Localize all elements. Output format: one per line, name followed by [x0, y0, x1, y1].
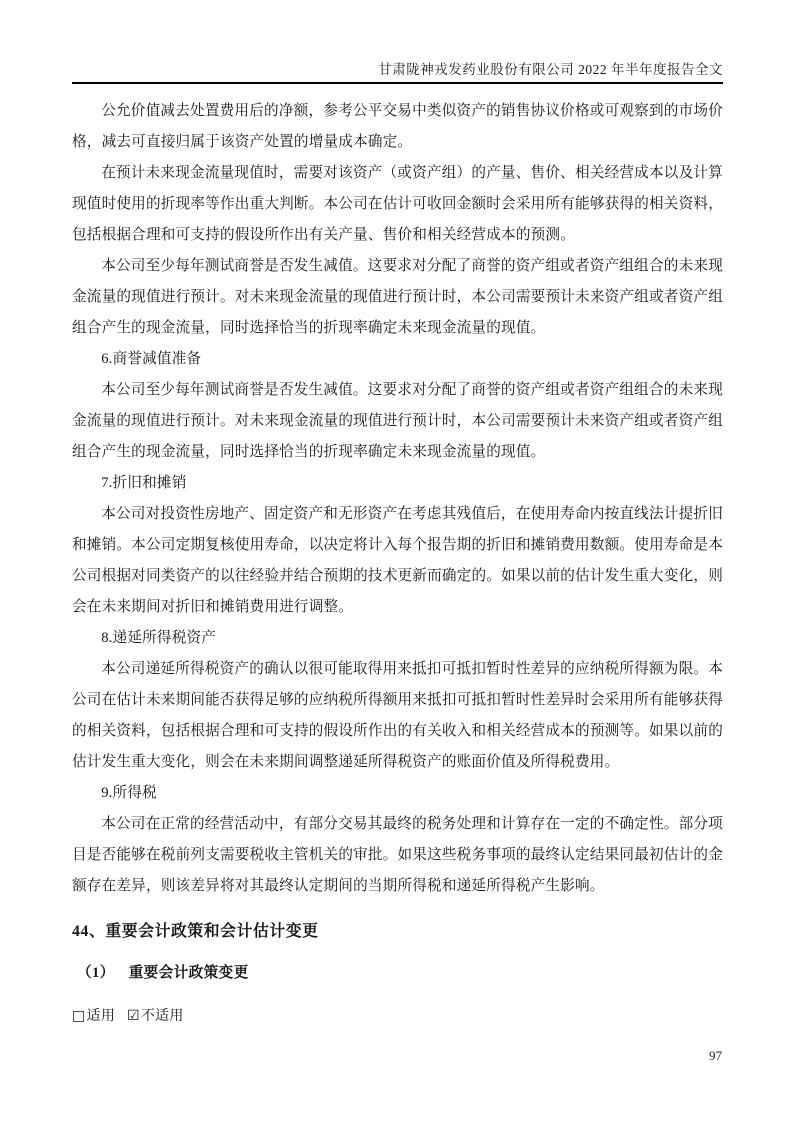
- header-divider: [72, 82, 723, 84]
- item-heading-deferred-tax-assets: 8.递延所得税资产: [101, 630, 217, 646]
- paragraph: 本公司至少每年测试商誉是否发生减值。这要求对分配了商誉的资产组或者资产组组合的未来现金流量的现值进行预计。对未来现金流量的现值进行预计时，本公司需要预计未来资产组或者资产组组合产生的现金流量，同时选择恰当的折现率确定未来现金流量的现值。: [72, 382, 723, 460]
- applicability-line: [72, 1001, 723, 1032]
- paragraph: 在预计未来现金流量现值时，需要对该资产（或资产组）的产量、售价、相关经营成本以及计算现值时使用的折现率等作出重大判断。本公司在估计可收回金额时会采用所有能够获得的相关资料，包括根据合理和可支持的假设所作出有关产量、售价和相关经营成本的预测。: [72, 165, 723, 243]
- page-footer: [709, 1048, 722, 1064]
- item-heading-goodwill-impairment: 6.商誉减值准备: [101, 351, 202, 367]
- checkbox-not-applicable: [127, 1009, 184, 1024]
- checkbox-applicable-label: 适用: [86, 1009, 116, 1024]
- checkbox-checked-icon: ☑: [126, 1008, 140, 1024]
- paragraph: 本公司至少每年测试商誉是否发生减值。这要求对分配了商誉的资产组或者资产组组合的未来现金流量的现值进行预计。对未来现金流量的现值进行预计时，本公司需要预计未来资产组或者资产组组合产生的现金流量，同时选择恰当的折现率确定未来现金流量的现值。: [72, 258, 723, 336]
- page-number: 97: [709, 1048, 722, 1063]
- item-heading-depreciation-amortization: 7.折旧和摊销: [101, 475, 187, 491]
- item-heading-income-tax: 9.所得税: [101, 785, 157, 801]
- paragraph: 本公司对投资性房地产、固定资产和无形资产在考虑其残值后，在使用寿命内按直线法计提折旧和摊销。本公司定期复核使用寿命，以决定将计入每个报告期的折旧和摊销费用数额。使用寿命是本公司根据对同类资产的以往经验并结合预期的技术更新而确定的。如果以前的估计发生重大变化，则会在未来期间对折旧和摊销费用进行调整。: [72, 506, 723, 615]
- paragraph: 公允价值减去处置费用后的净额，参考公平交易中类似资产的销售协议价格或可观察到的市场价格，减去可直接归属于该资产处置的增量成本确定。: [72, 103, 723, 150]
- page-header: [72, 0, 723, 84]
- checkbox-not-applicable-label: 不适用: [140, 1009, 184, 1024]
- checkbox-applicable: [72, 1009, 115, 1024]
- sub-heading-number: （1）: [77, 965, 115, 981]
- checkbox-unchecked-icon: □: [72, 1008, 86, 1024]
- sub-heading-policy-change: [72, 958, 723, 989]
- page-content: [72, 96, 723, 1032]
- paragraph: 本公司递延所得税资产的确认以很可能取得用来抵扣可抵扣暂时性差异的应纳税所得额为限。本公司在估计未来期间能否获得足够的应纳税所得额用来抵扣可抵扣暂时性差异时会采用所有能够获得的相关资料，包括根据合理和可支持的假设所作出的有关收入和相关经营成本的预测等。如果以前的估计发生重大变化，则会在未来期间调整递延所得税资产的账面价值及所得税费用。: [72, 661, 723, 770]
- paragraph: 本公司在正常的经营活动中，有部分交易其最终的税务处理和计算存在一定的不确定性。部分项目是否能够在税前列支需要税收主管机关的审批。如果这些税务事项的最终认定结果同最初估计的金额存在差异，则该差异将对其最终认定期间的当期所得税和递延所得税产生影响。: [72, 816, 723, 894]
- section-heading-44: 44、重要会计政策和会计估计变更: [72, 923, 319, 940]
- report-header-title: 甘肃陇神戎发药业股份有限公司 2022 年半年度报告全文: [378, 62, 723, 77]
- sub-heading-label: 重要会计政策变更: [128, 965, 249, 981]
